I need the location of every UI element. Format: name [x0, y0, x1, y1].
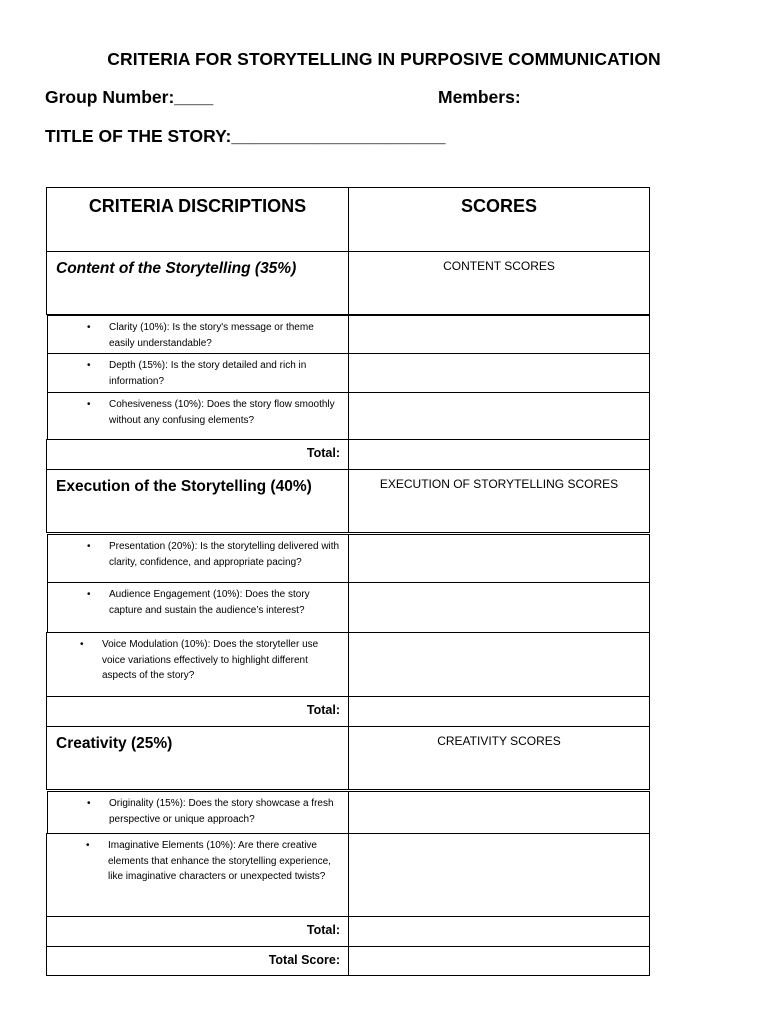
bullet: • [87, 541, 91, 552]
score-input-cell[interactable] [348, 582, 650, 633]
score-input-cell[interactable] [348, 534, 650, 583]
total-score-label: Total Score: [268, 953, 340, 967]
criterion-label: Imaginative Elements (10%): Are there creative elements that enhance the storytelling experience, like imaginative characters or unexpected twists? [108, 840, 331, 882]
content-section-cell [46, 251, 349, 315]
total-label: Total: [306, 446, 340, 460]
criterion-text-clarity [87, 320, 340, 351]
execution-total-score-cell[interactable] [348, 696, 650, 727]
bullet: • [87, 322, 91, 333]
score-input-cell[interactable] [348, 392, 650, 440]
criterion-row [46, 833, 349, 917]
criterion-label: Cohesiveness (10%): Does the story flow smoothly without any confusing elements? [109, 399, 335, 426]
criterion-text-voice-modulation [80, 637, 340, 684]
creativity-total-cell [46, 916, 349, 947]
creativity-total-score-cell[interactable] [348, 916, 650, 947]
bullet: • [87, 589, 91, 600]
execution-section-cell [46, 469, 349, 533]
criterion-row [47, 315, 349, 354]
content-total-score-cell[interactable] [348, 439, 650, 470]
scores-header-label: SCORES [460, 196, 538, 216]
criterion-label: Clarity (10%): Is the story's message or theme easily understandable? [109, 322, 314, 349]
bullet: • [80, 639, 84, 650]
members-line: Members: [438, 87, 521, 107]
bullet: • [87, 360, 91, 371]
criterion-row [46, 632, 349, 697]
creativity-score-label: CREATIVITY SCORES [437, 734, 561, 748]
execution-score-label: EXECUTION OF STORYTELLING SCORES [379, 477, 619, 491]
criterion-row [47, 392, 349, 440]
scores-header-cell [348, 187, 650, 252]
grand-total-cell [46, 946, 349, 976]
criterion-row [47, 534, 349, 583]
content-score-cell[interactable] [348, 251, 650, 315]
total-label: Total: [306, 703, 340, 717]
content-score-label: CONTENT SCORES [443, 259, 555, 273]
criterion-text-imaginative-elements [86, 838, 340, 885]
bullet: • [86, 840, 90, 851]
criterion-text-cohesiveness [87, 397, 340, 428]
score-input-cell[interactable] [348, 632, 650, 697]
execution-score-cell[interactable] [348, 469, 650, 533]
execution-total-cell [46, 696, 349, 727]
bullet: • [87, 399, 91, 410]
execution-section-title: Execution of the Storytelling (40%) [56, 478, 312, 495]
criterion-row [47, 353, 349, 393]
criterion-label: Voice Modulation (10%): Does the storyteller use voice variations effectively to highlight different aspects of the story? [102, 639, 319, 681]
criterion-row [47, 791, 349, 834]
story-title-line: TITLE OF THE STORY:______________________ [45, 126, 446, 146]
creativity-section-cell [46, 726, 349, 790]
creativity-section-title: Creativity (25%) [56, 735, 173, 752]
score-input-cell[interactable] [348, 791, 650, 834]
rubric-table [46, 187, 650, 976]
score-input-cell[interactable] [348, 833, 650, 917]
document-title: CRITERIA FOR STORYTELLING IN PURPOSIVE COMMUNICATION [107, 49, 661, 69]
criterion-label: Presentation (20%): Is the storytelling delivered with clarity, confidence, and appropriate pacing? [109, 541, 340, 568]
criterion-label: Audience Engagement (10%): Does the story capture and sustain the audience’s interest? [109, 589, 310, 616]
score-input-cell[interactable] [348, 315, 650, 354]
criterion-text-originality [87, 796, 340, 827]
score-input-cell[interactable] [348, 353, 650, 393]
grand-total-score-cell[interactable] [348, 946, 650, 976]
criteria-header-label: CRITERIA DISCRIPTIONS [88, 196, 307, 216]
criteria-header-cell [46, 187, 349, 252]
bullet: • [87, 798, 91, 809]
criterion-text-depth [87, 358, 340, 389]
criterion-row [47, 582, 349, 633]
creativity-score-cell[interactable] [348, 726, 650, 790]
criterion-text-presentation [87, 539, 340, 570]
criterion-text-audience-engagement [87, 587, 340, 618]
criterion-label: Originality (15%): Does the story showcase a fresh perspective or unique approach? [109, 798, 334, 825]
content-section-title: Content of the Storytelling (35%) [56, 260, 297, 277]
criterion-label: Depth (15%): Is the story detailed and rich in information? [109, 360, 307, 387]
group-number-line: Group Number:____ [45, 87, 214, 107]
total-label: Total: [306, 923, 340, 937]
content-total-cell [46, 439, 349, 470]
